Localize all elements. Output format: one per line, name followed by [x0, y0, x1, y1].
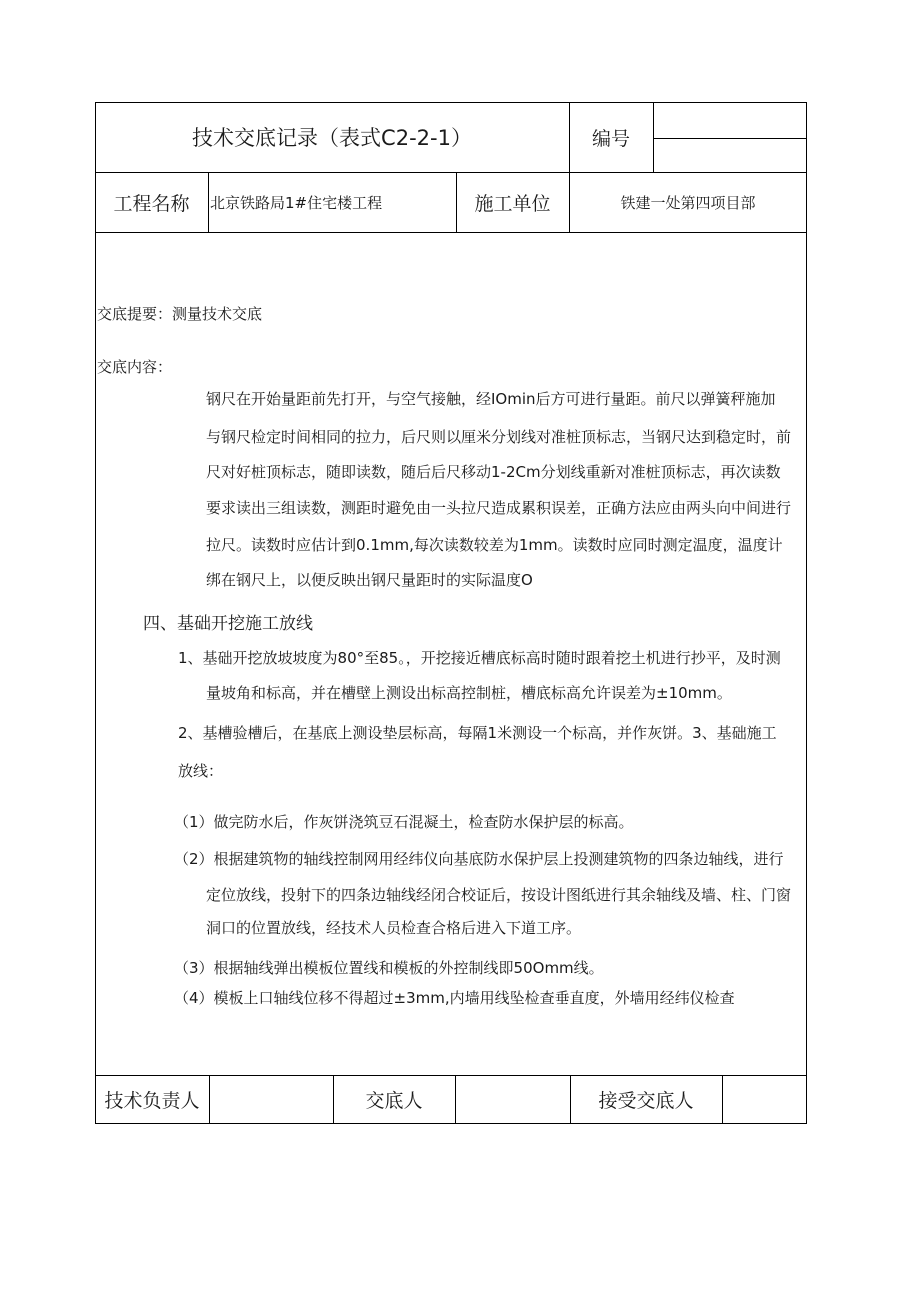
- sub-item-1: （1）做完防水后，作灰饼浇筑豆石混凝土，检查防水保护层的标高。: [174, 813, 634, 831]
- code-label: 编号: [591, 127, 630, 150]
- paragraph-line: 与钢尺检定时间相同的拉力，后尺则以厘米分划线对准桩顶标志，当钢尺达到稳定时，前: [206, 428, 792, 446]
- tech-lead-signature[interactable]: [209, 1075, 333, 1124]
- code-value-top[interactable]: [653, 102, 807, 138]
- paragraph-line: 绑在钢尺上，以便反映出钢尺量距时的实际温度O: [206, 571, 533, 589]
- paragraph-line: 要求读出三组读数，测距时避免由一头拉尺造成累积误差，正确方法应由两头向中间进行: [206, 499, 792, 517]
- construction-unit-value: 铁建一处第四项目部: [620, 193, 756, 212]
- paragraph-line: 拉尺。读数时应估计到0.1mm,每次读数较差为1mm。读数时应同时测定温度，温度计: [206, 536, 783, 554]
- row-divider-project: [95, 232, 807, 233]
- sub-item-4: （4）模板上口轴线位移不得超过±3mm,内墙用线坠检查垂直度，外墙用经纬仪检查: [174, 989, 735, 1007]
- project-name-label: 工程名称: [113, 192, 190, 215]
- form-title: 技术交底记录（表式C2-2-1）: [192, 126, 472, 150]
- paragraph-line: 钢尺在开始量距前先打开，与空气接触，经IOmin后方可进行量距。前尺以弹簧秤施加: [206, 390, 776, 408]
- sub-item-2-line: 定位放线，投射下的四条边轴线经闭合校证后，按设计图纸进行其余轴线及墙、柱、门窗: [206, 886, 792, 904]
- paragraph-line: 尺对好桩顶标志，随即读数，随后后尺移动1-2Cm分划线重新对准桩顶标志，再次读数: [206, 463, 781, 481]
- construction-unit-label: 施工单位: [474, 192, 551, 215]
- item-2-line: 2、基槽验槽后，在基底上测设垫层标高，每隔1米测设一个标高，并作灰饼。3、基础施工: [178, 724, 777, 742]
- project-name-value: 北京铁路局1#住宅楼工程: [210, 193, 383, 212]
- receiver-label: 接受交底人: [598, 1090, 694, 1112]
- sub-item-2-line: （2）根据建筑物的轴线控制网用经纬仪向基底防水保护层上投测建筑物的四条边轴线，进行: [174, 850, 784, 868]
- discloser-signature[interactable]: [455, 1075, 570, 1124]
- disclosure-summary: 交底提要：测量技术交底: [97, 305, 263, 323]
- discloser-label: 交底人: [365, 1090, 423, 1112]
- disclosure-content-label: 交底内容：: [97, 358, 173, 376]
- code-value-bottom[interactable]: [653, 138, 807, 172]
- section-title: 四、基础开挖施工放线: [143, 614, 313, 634]
- item-2-line: 放线：: [178, 762, 224, 780]
- sub-item-3: （3）根据轴线弹出模板位置线和模板的外控制线即50Omm线。: [174, 959, 604, 977]
- receiver-signature[interactable]: [722, 1075, 807, 1124]
- tech-lead-label: 技术负责人: [104, 1090, 200, 1112]
- item-1-line: 量坡角和标高，并在槽壁上测设出标高控制桩，槽底标高允许误差为±10mm。: [206, 684, 732, 702]
- item-1-line: 1、基础开挖放坡坡度为80°至85。，开挖接近槽底标高时随时跟着挖土机进行抄平，及时测: [178, 649, 781, 667]
- sub-item-2-line: 洞口的位置放线，经技术人员检查合格后进入下道工序。: [206, 919, 582, 937]
